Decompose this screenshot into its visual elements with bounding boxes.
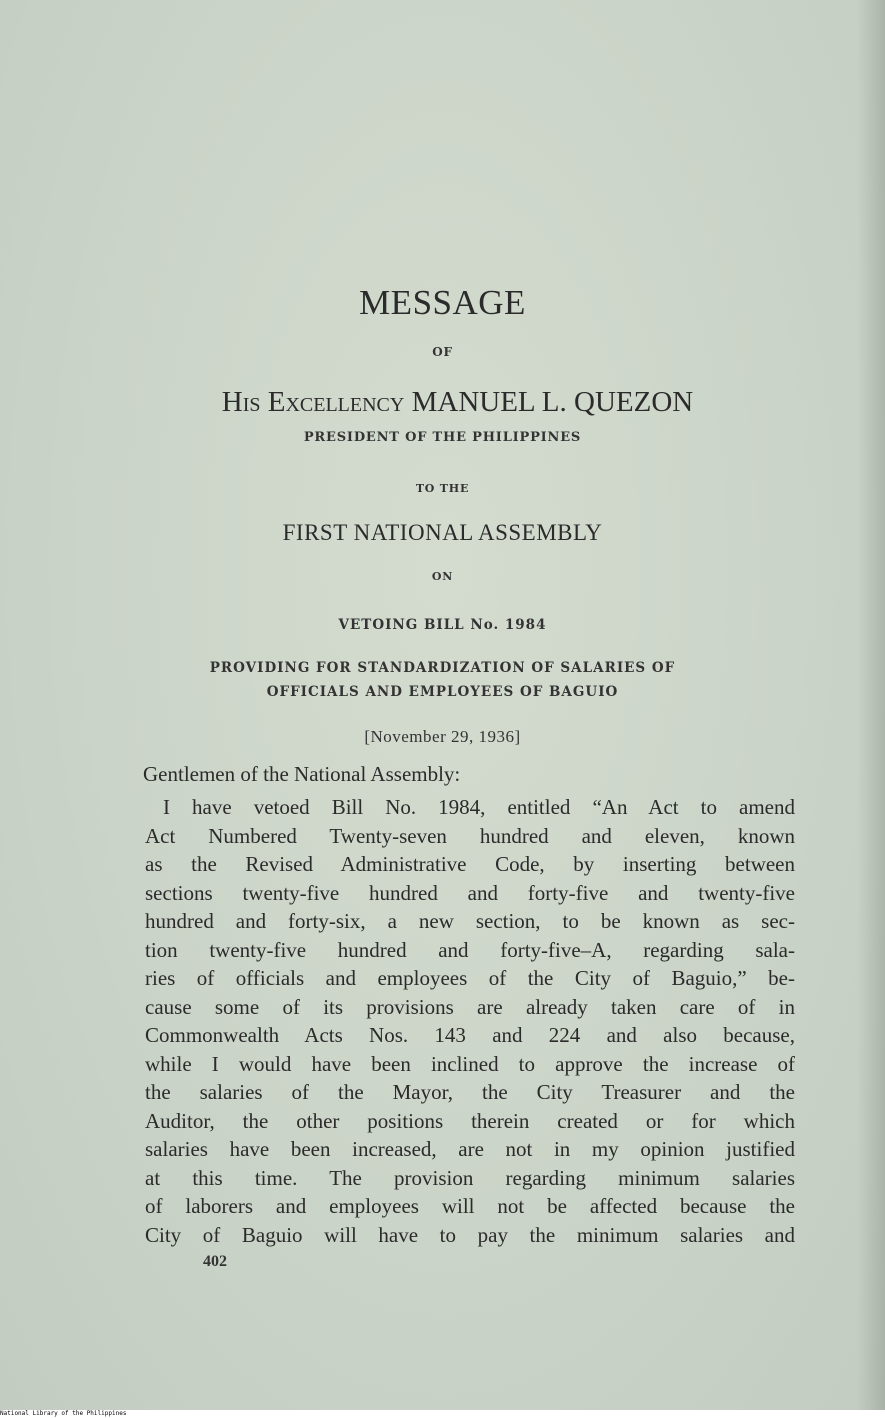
body-line: as the Revised Administrative Code, by inserting between xyxy=(145,852,795,876)
subject-heading-line-2: OFFICIALS AND EMPLOYEES OF BAGUIO xyxy=(266,684,619,700)
president-name: MANUEL L. QUEZON xyxy=(411,386,694,418)
library-credit: National Library of the Philippines xyxy=(0,1410,127,1417)
salutation: Gentlemen of the National Assembly: xyxy=(143,762,461,786)
excellency-line xyxy=(0,386,885,419)
subject-heading xyxy=(0,656,885,704)
body-line: of laborers and employees will not be affected because the xyxy=(145,1194,795,1218)
body-line: hundred and forty-six, a new section, to be known as sec- xyxy=(145,909,795,933)
veto-heading: VETOING BILL No. 1984 xyxy=(338,617,547,633)
body-line: the salaries of the Mayor, the City Treasurer and the xyxy=(145,1080,795,1104)
page-number: 402 xyxy=(203,1253,227,1270)
body-line: cause some of its provisions are already taken care of in xyxy=(145,994,795,1019)
assembly-name: FIRST NATIONAL ASSEMBLY xyxy=(282,520,603,545)
document-title: MESSAGE xyxy=(359,283,526,322)
body-line: ries of officials and employees of the City of Baguio,” be- xyxy=(145,966,795,990)
president-title: PRESIDENT OF THE PHILIPPINES xyxy=(303,430,582,445)
of-label: OF xyxy=(432,345,453,359)
body-line: Auditor, the other positions therein created or for which xyxy=(145,1108,795,1133)
body-line: I have vetoed Bill No. 1984, entitled “An Act to amend xyxy=(163,795,795,819)
body-line: at this time. The provision regarding minimum salaries xyxy=(145,1165,795,1190)
body-line: salaries have been increased, are not in my opinion justified xyxy=(145,1137,795,1161)
page-edge-shadow xyxy=(857,0,885,1410)
on-label: ON xyxy=(431,570,454,583)
message-date: [November 29, 1936] xyxy=(364,727,521,746)
body-line: sections twenty-five hundred and forty-five and twenty-five xyxy=(145,880,795,905)
subject-heading-line-1: PROVIDING FOR STANDARDIZATION OF SALARIES OF xyxy=(209,660,676,676)
body-paragraph xyxy=(145,793,795,1249)
body-line: tion twenty-five hundred and forty-five–A, regarding sala- xyxy=(145,937,795,962)
body-line: Commonwealth Acts Nos. 143 and 224 and also because, xyxy=(145,1023,795,1047)
footer-band xyxy=(0,1410,885,1418)
to-the-label: TO THE xyxy=(415,482,470,495)
body-line: while I would have been inclined to approve the increase of xyxy=(145,1051,795,1076)
excellency-prefix: His Excellency xyxy=(221,386,405,418)
body-line: City of Baguio will have to pay the minimum salaries and xyxy=(145,1222,795,1247)
body-line: Act Numbered Twenty-seven hundred and eleven, known xyxy=(145,823,795,848)
